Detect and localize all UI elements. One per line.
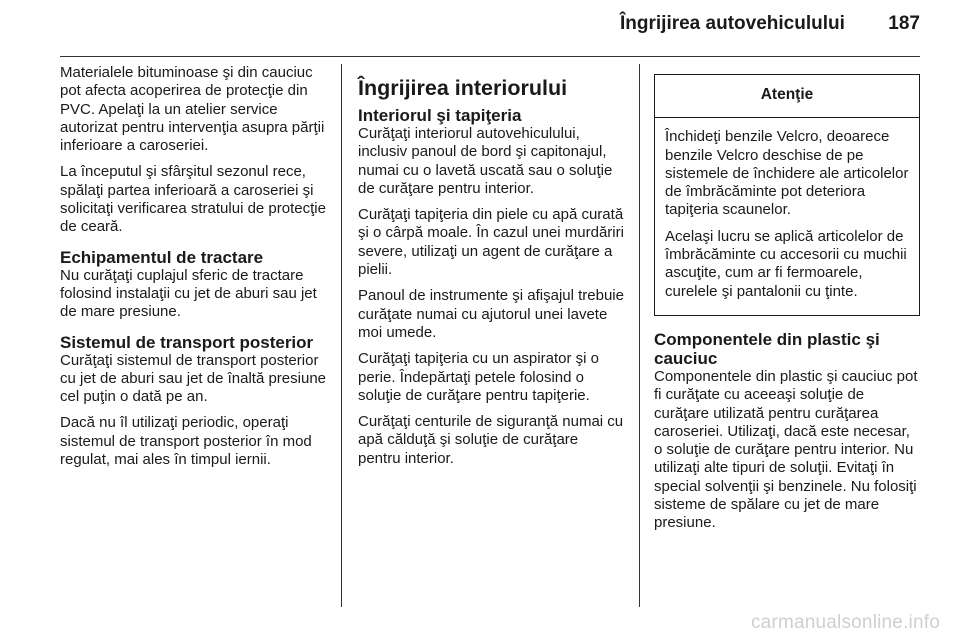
plastic-rubber-heading: Componentele din plastic şi cauciuc xyxy=(654,329,880,368)
towing-equipment-paragraph: Nu curăţaţi cuplajul sferic de tractare folosind instalaţii cu jet de aburi sau jet de mare presiune. xyxy=(60,266,317,321)
page-number: 187 xyxy=(888,13,920,34)
column-divider-left xyxy=(341,64,342,607)
interior-paragraph-5: Curăţaţi centurile de siguranţă numai cu apă călduţă şi soluţie de curăţare pentru interior. xyxy=(358,413,624,467)
intro-paragraph-1: Materialele bituminoase şi din cauciuc pot afecta acoperirea de protecţie din PVC. Apelaţi la un atelier service autorizat pentru intervenţia asupra părţii inferioare a caroseriei. xyxy=(60,64,325,155)
warning-paragraph-2: Acelaşi lucru se aplică articolelor de îmbrăcăminte cu accesorii cu muchii ascuţite, cum ar fi fermoarele, curelele şi pantalonii cu ţinte. xyxy=(665,227,907,300)
rear-carrier-paragraph-1: Curăţaţi sistemul de transport posterior cu jet de aburi sau jet de înaltă presiune cel puţin o dată pe an. xyxy=(60,351,327,406)
interior-paragraph-4: Curăţaţi tapiţeria cu un aspirator şi o perie. Îndepărtaţi petele folosind o soluţie de curăţare pentru tapiţerie. xyxy=(358,350,599,404)
watermark: carmanualsonline.info xyxy=(750,612,940,633)
interior-paragraph-1: Curăţaţi interiorul autovehiculului, inclusiv panoul de bord şi capitonajul, numai cu o lavetă uscată sau o soluţie de curăţare pentru interior. xyxy=(358,125,613,197)
plastic-rubber-paragraph: Componentele din plastic şi cauciuc pot fi curăţate cu aceeaşi soluţie de curăţare utilizată pentru curăţarea caroseriei. Utilizaţi, dacă este necesar, o soluţie de curăţare pentru interior. Nu utilizaţi alte tipuri de soluţii. Evitaţi în special solvenţii şi benzinele. Nu folosiţi sisteme de spălare cu jet de mare presiune. xyxy=(654,367,918,532)
interior-care-heading: Îngrijirea interiorului xyxy=(358,76,568,100)
column-middle xyxy=(358,64,624,476)
column-divider-right xyxy=(639,64,640,607)
column-left xyxy=(60,64,334,477)
warning-body xyxy=(655,118,919,315)
rear-carrier-paragraph-2: Dacă nu îl utilizaţi periodic, operaţi sistemul de transport posterior în mod regulat, mai ales în timpul iernii. xyxy=(60,414,312,469)
warning-paragraph-1: Închideţi benzile Velcro, deoarece benzile Velcro deschise de pe sistemele de închidere ale articolelor de îmbrăcăminte pot deteriora tapiţeria scaunelor. xyxy=(665,128,909,219)
interior-upholstery-heading: Interiorul şi tapiţeria xyxy=(358,106,522,125)
towing-equipment-heading: Echipamentul de tractare xyxy=(60,247,264,267)
interior-paragraph-2: Curăţaţi tapiţeria din piele cu apă curată şi o cârpă moale. În cazul unei murdăriri severe, utilizaţi un agent de curăţare a pielii. xyxy=(358,206,624,279)
page-header-title: Îngrijirea autovehiculului xyxy=(620,13,845,34)
header-divider xyxy=(60,56,920,57)
warning-box xyxy=(654,74,920,316)
intro-paragraph-2: La începutul şi sfârşitul sezonul rece, spălaţi partea inferioară a caroseriei şi solicitaţi verificarea stratului de protecţie de ceară. xyxy=(60,163,326,236)
interior-paragraph-3: Panoul de instrumente şi afişajul trebuie curăţate numai cu ajutorul unei lavete moi umede. xyxy=(358,287,624,341)
warning-title: Atenţie xyxy=(655,75,919,118)
rear-carrier-heading: Sistemul de transport posterior xyxy=(60,332,314,352)
column-right xyxy=(654,64,920,541)
